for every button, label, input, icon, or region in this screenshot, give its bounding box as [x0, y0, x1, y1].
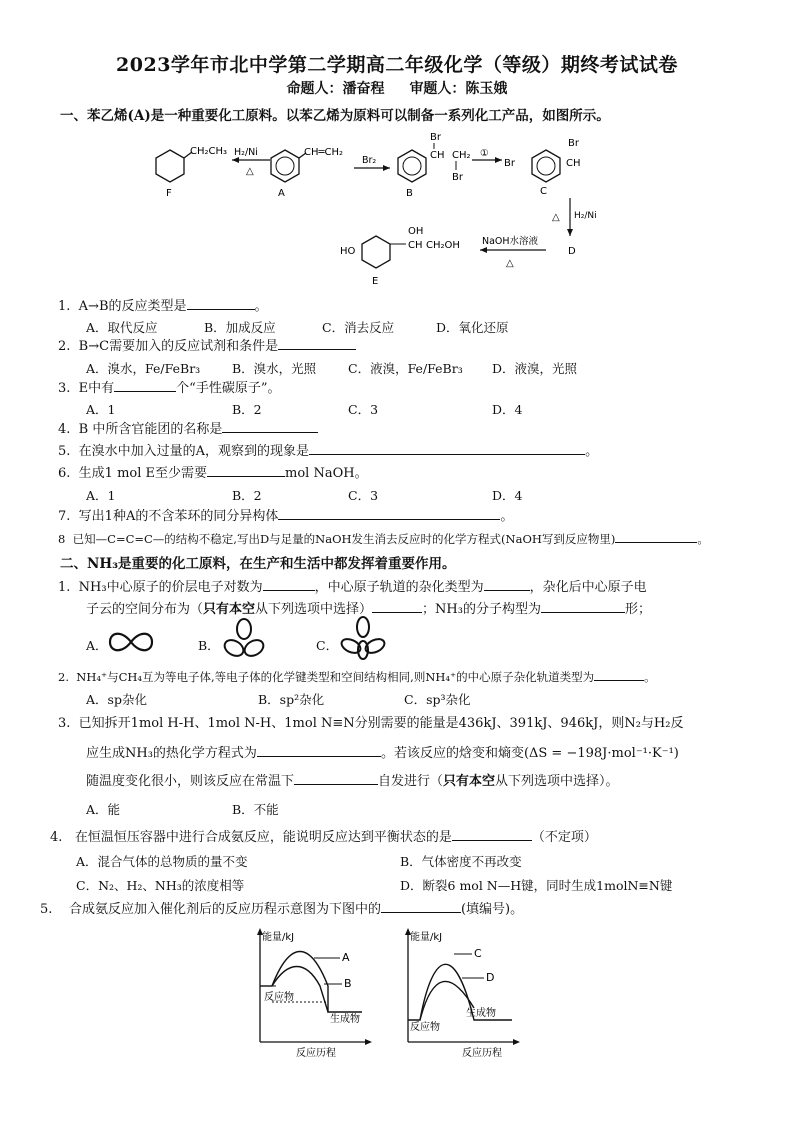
c-br-top: Br	[568, 138, 579, 149]
s1-q2-opt-d: D．液溴，光照	[492, 361, 578, 376]
s1-q2-opt-b: B．溴水，光照	[232, 361, 317, 376]
step1-label: ①	[480, 148, 489, 159]
naoh-label: NaOH水溶液	[482, 236, 539, 247]
author: 命题人：潘奋程	[286, 81, 385, 97]
s1-q6-opt-d: D．4	[492, 488, 523, 503]
delta-label-2: △	[552, 212, 560, 223]
g1-curve-b: B	[344, 977, 352, 990]
s1-q5: 5. 在溴水中加入过量的A，观察到的现象是 。	[58, 444, 599, 459]
answer-blank[interactable]	[484, 578, 530, 591]
s1-q1-opt-d: D．氧化还原	[436, 320, 509, 335]
answer-blank[interactable]	[452, 828, 532, 841]
s1-q6-opt-b: B．2	[232, 488, 262, 503]
answer-blank[interactable]	[278, 507, 500, 520]
g1-xlabel: 反应历程	[296, 1048, 336, 1058]
e-ho: HO	[340, 246, 356, 257]
s1-q6-opt-a: A．1	[86, 488, 116, 503]
answer-blank[interactable]	[222, 420, 318, 433]
label-C: C	[540, 186, 547, 197]
s2-q1-opt-a: A．	[86, 638, 108, 653]
s2-q4-opt-c: C．N₂、H₂、NH₃的浓度相等	[76, 878, 245, 893]
s1-q4: 4. B 中所含官能团的名称是	[58, 420, 318, 438]
answer-blank[interactable]	[207, 464, 285, 477]
b-br-bottom: Br	[452, 172, 463, 183]
c-br-left: Br	[504, 158, 515, 169]
g2-ylabel: 能量/kJ	[410, 932, 443, 943]
s1-q7: 7. 写出1种A的不含苯环的同分异构体 。	[58, 509, 514, 524]
label-D: D	[568, 246, 576, 257]
s2-q4: 4. 在恒温恒压容器中进行合成氨反应，能说明反应达到平衡状态的是 （不定项）	[50, 830, 597, 845]
answer-blank[interactable]	[372, 600, 422, 613]
answer-blank[interactable]	[257, 744, 381, 757]
s2-q4-opt-d: D．断裂6 mol N—H键，同时生成1molN≡N键	[400, 878, 673, 893]
answer-blank[interactable]	[114, 379, 176, 392]
s1-q3-opt-b: B．2	[232, 402, 262, 417]
answer-blank[interactable]	[309, 442, 585, 455]
s2-q1-opt-b: B．	[198, 638, 220, 653]
exam-authors	[0, 78, 794, 98]
reaction-scheme	[140, 128, 640, 293]
label-B: B	[406, 188, 413, 199]
section1-heading: 一、苯乙烯(A)是一种重要化工原料。以苯乙烯为原料可以制备一系列化工产品，如图所示。	[60, 108, 610, 124]
answer-blank[interactable]	[294, 772, 378, 785]
sp3-orbital-icon	[340, 616, 386, 662]
h2ni-vertical: H₂/Ni	[574, 211, 597, 221]
s1-q1-opt-c: C．消去反应	[322, 320, 395, 335]
section2-heading: 二、NH₃是重要的化工原料，在生产和生活中都发挥着重要作用。	[60, 556, 456, 572]
s2-q2-opt-b: B．sp²杂化	[258, 692, 325, 707]
energy-diagram-2	[392, 924, 522, 1058]
g2-product: 生成物	[466, 1008, 496, 1019]
s1-q6-opt-c: C．3	[348, 488, 379, 503]
s1-q3: 3. E中有 个“手性碳原子”。	[58, 381, 281, 396]
answer-blank[interactable]	[381, 900, 461, 913]
delta-label-3: △	[506, 258, 514, 269]
g1-reactant: 反应物	[264, 992, 294, 1003]
br2-label: Br₂	[362, 155, 377, 166]
b-ch2: CH₂	[452, 150, 471, 161]
e-oh: OH	[408, 226, 424, 237]
s1-q6: 6. 生成1 mol E至少需要 mol NaOH。	[58, 466, 368, 481]
s1-q2: 2. B→C需要加入的反应试剂和条件是	[58, 337, 356, 355]
s1-q8: 8 已知—C=C=C—的结构不稳定,写出D与足量的NaOH发生消去反应时的化学方程式(NaOH写到反应物里) 。	[58, 532, 709, 546]
g2-xlabel: 反应历程	[462, 1048, 502, 1058]
label-F: F	[166, 188, 172, 199]
g2-curve-d: D	[486, 971, 495, 984]
s1-q1-opt-b: B．加成反应	[204, 320, 276, 335]
answer-blank[interactable]	[594, 668, 644, 681]
s2-q1-line2: 子云的空间分布为（只有本空从下列选项中选择） ；NH₃的分子构型为 形；	[86, 602, 651, 617]
sp2-orbital-icon	[222, 618, 266, 662]
label-A: A	[278, 188, 285, 199]
s2-q2: 2. NH₄⁺与CH₄互为等电子体,等电子体的化学键类型和空间结构相同,则NH₄⁺的中心原子杂化轨道类型为 。	[58, 670, 656, 684]
sp-orbital-icon	[108, 628, 154, 656]
h2ni-label: H₂/Ni	[234, 147, 258, 158]
s2-q3-line2: 应生成NH₃的热化学方程式为 。若该反应的焓变和熵变(ΔS = −198J·mol⁻¹·K⁻¹)	[86, 746, 679, 761]
a-substituent: CH═CH₂	[304, 147, 344, 158]
answer-blank[interactable]	[541, 600, 625, 613]
s1-q2-opt-a: A．溴水，Fe/FeBr₃	[86, 361, 201, 376]
g1-product: 生成物	[330, 1014, 360, 1025]
answer-blank[interactable]	[187, 297, 255, 310]
s2-q2-opt-a: A．sp杂化	[86, 692, 147, 707]
s1-q3-opt-c: C．3	[348, 402, 379, 417]
e-ch: CH	[408, 240, 423, 251]
b-br-top: Br	[430, 132, 441, 143]
f-substituent: CH₂CH₃	[190, 146, 228, 157]
reviewer: 审题人：陈玉娥	[409, 81, 508, 97]
delta-label-1: △	[246, 166, 254, 177]
s1-q2-opt-c: C．液溴，Fe/FeBr₃	[348, 361, 463, 376]
answer-blank[interactable]	[278, 337, 356, 350]
s1-q1: 1. A→B的反应类型是 。	[58, 299, 268, 314]
b-ch: CH	[430, 150, 445, 161]
s1-q3-opt-d: D．4	[492, 402, 523, 417]
energy-diagram-1	[244, 924, 374, 1058]
s2-q1-line1: 1. NH₃中心原子的价层电子对数为 ，中心原子轨道的杂化类型为 ，杂化后中心原子电	[58, 580, 647, 595]
s2-q2-opt-c: C．sp³杂化	[404, 692, 471, 707]
s2-q3-opt-a: A．能	[86, 802, 121, 817]
c-ch: CH	[566, 158, 581, 169]
s2-q3-opt-b: B．不能	[232, 802, 279, 817]
g2-reactant: 反应物	[410, 1022, 440, 1033]
s1-q1-opt-a: A．取代反应	[86, 320, 158, 335]
s2-q1-opt-c: C．	[316, 638, 339, 653]
g1-ylabel: 能量/kJ	[262, 932, 295, 943]
s2-q3-line3: 随温度变化很小，则该反应在常温下 自发进行（只有本空从下列选项中选择）。	[86, 774, 619, 789]
g1-curve-a: A	[342, 951, 350, 964]
s2-q3-line1: 3. 已知拆开1mol H-H、1mol N-H、1mol N≡N分别需要的能量是436kJ、391kJ、946kJ，则N₂与H₂反	[58, 716, 684, 731]
s2-q4-opt-a: A．混合气体的总物质的量不变	[76, 854, 248, 869]
s2-q4-opt-b: B．气体密度不再改变	[400, 854, 522, 869]
e-ch2oh: CH₂OH	[426, 240, 460, 251]
answer-blank[interactable]	[615, 530, 697, 543]
answer-blank[interactable]	[263, 578, 315, 591]
exam-title: 2023学年市北中学第二学期高二年级化学（等级）期终考试试卷	[116, 54, 678, 76]
s1-q3-opt-a: A．1	[86, 402, 116, 417]
s2-q5: 5. 合成氨反应加入催化剂后的反应历程示意图为下图中的 (填编号)。	[40, 902, 524, 917]
label-E: E	[372, 276, 379, 287]
g2-curve-c: C	[474, 947, 482, 960]
